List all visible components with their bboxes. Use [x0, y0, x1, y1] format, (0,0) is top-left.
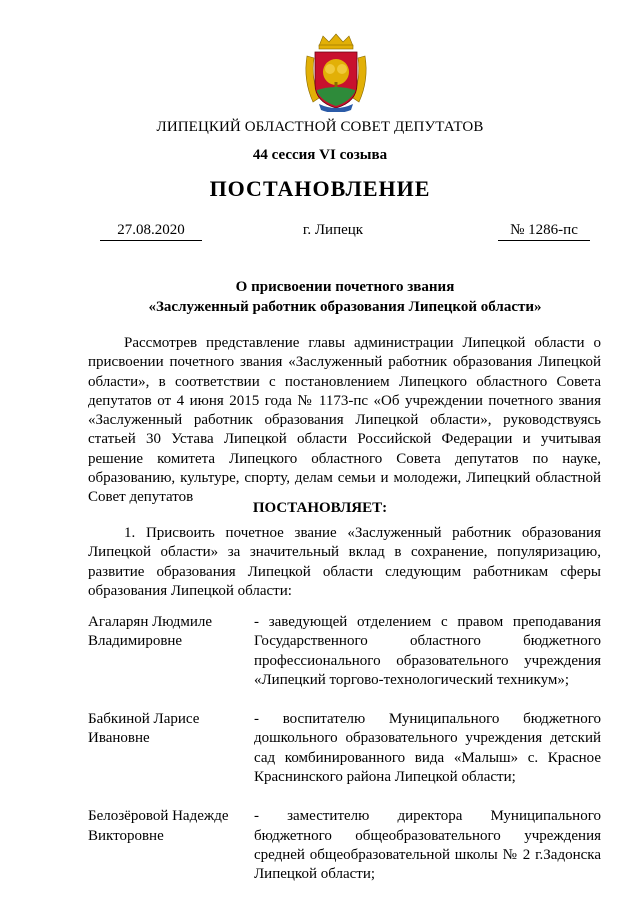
document-date-value: 27.08.2020	[100, 222, 202, 241]
subject-line-2: «Заслуженный работник образования Липецкой области»	[148, 299, 542, 315]
person-entry	[88, 613, 601, 690]
document-date	[100, 222, 202, 241]
organization-title: ЛИПЕЦКИЙ ОБЛАСТНОЙ СОВЕТ ДЕПУТАТОВ	[156, 119, 484, 135]
document-number-value: № 1286-пс	[498, 222, 590, 241]
document-city: г. Липецк	[302, 222, 364, 238]
document-subject	[100, 277, 590, 317]
document-type-heading: ПОСТАНОВЛЕНИЕ	[209, 176, 431, 201]
session-line: 44 сессия VI созыва	[252, 147, 388, 163]
item-1-paragraph: 1. Присвоить почетное звание «Заслуженный работник образования Липецкой области» за значительный вклад в сохранение, популяризацию, развитие образования Липецкой области следующим работникам сферы образования Липецкой области:	[88, 525, 601, 599]
person-description: - заведующей отделением с правом преподавания Государственного областного бюджетного профессионального образовательного учреждения «Липецкий торгово-технологический техникум»;	[254, 614, 601, 688]
document-number	[498, 222, 590, 241]
decree-heading: ПОСТАНОВЛЯЕТ:	[252, 500, 388, 516]
person-name: Агаларян Людмиле Владимировне	[88, 614, 213, 650]
person-description: - воспитателю Муниципального бюджетного дошкольного образовательного учреждения детский сад комбинированного вида «Малыш» с. Красное Краснинского района Липецкой области;	[254, 711, 601, 786]
subject-line-1: О присвоении почетного звания	[235, 279, 455, 295]
person-entry	[88, 710, 601, 787]
persons-list	[88, 613, 601, 905]
preamble-paragraph: Рассмотрев представление главы администрации Липецкой области о присвоении почетного звания «Заслуженный работник образования Липецкой области», в соответствии с постановлением Липецкого областного Совета депутатов от 4 июня 2015 года № 1173-пс «Об учреждении почетного звания «Заслуженный работник образования Липецкой области», руководствуясь статьей 30 Устава Липецкой области Российской Федерации и учитывая решение комитета Липецкого областного Совета депутатов по науке, образованию, культуре, спорту, делам семьи и молодежи, Липецкий областной Совет депутатов	[88, 335, 601, 506]
person-name: Белозёровой Надежде Викторовне	[88, 808, 229, 844]
person-name: Бабкиной Ларисе Ивановне	[88, 711, 200, 747]
coat-of-arms-emblem	[299, 32, 373, 112]
person-entry	[88, 807, 601, 884]
person-description: - заместителю директора Муниципального бюджетного общеобразовательного учреждения средней общеобразовательной школы № 2 г.Задонска Липецкой области;	[254, 808, 601, 883]
